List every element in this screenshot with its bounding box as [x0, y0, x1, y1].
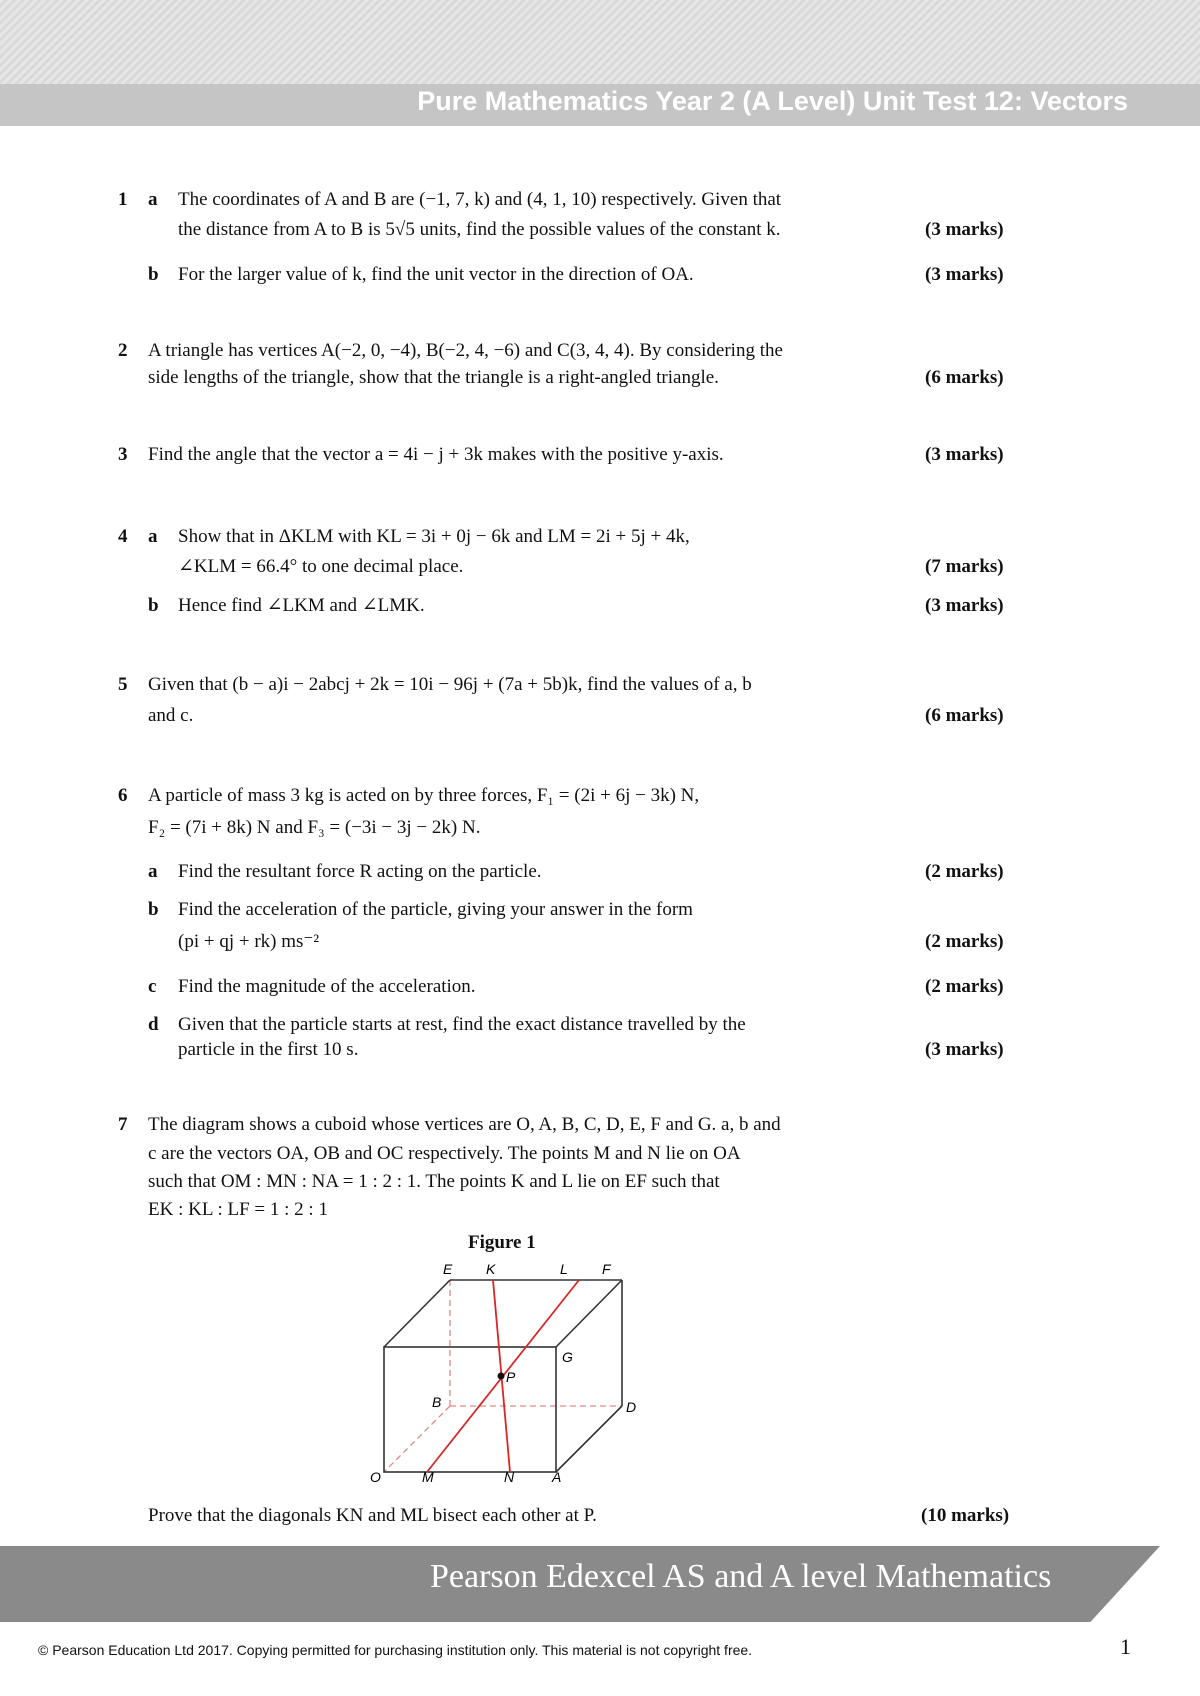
question-6c-text: Find the magnitude of the acceleration. — [178, 976, 476, 997]
label-p: P — [506, 1369, 516, 1385]
question-6c-marks: (2 marks) — [925, 976, 1004, 997]
question-5-line1: Given that (b − a)i − 2abcj + 2k = 10i − 96j + (7a + 5b)k, find the values of a, b — [148, 674, 752, 695]
question-6d-line2: particle in the first 10 s. — [178, 1039, 359, 1060]
question-6d-line1: Given that the particle starts at rest, find the exact distance travelled by the — [178, 1014, 746, 1035]
question-1a-label: a — [148, 189, 158, 210]
question-1-number: 1 — [118, 189, 128, 210]
question-6-line1: A particle of mass 3 kg is acted on by three forces, F₁ = (2i + 6j − 3k) N, — [148, 785, 700, 806]
label-n: N — [504, 1469, 515, 1482]
cuboid-diagram — [370, 1262, 660, 1482]
footer-title: Pearson Edexcel AS and A level Mathematics — [430, 1558, 1052, 1595]
page-title: Pure Mathematics Year 2 (A Level) Unit Test 12: Vectors — [417, 86, 1128, 116]
question-4b-text: Hence find ∠LKM and ∠LMK. — [178, 595, 425, 616]
question-3-marks: (3 marks) — [925, 444, 1004, 465]
label-k: K — [486, 1262, 496, 1277]
question-4b-marks: (3 marks) — [925, 595, 1004, 616]
question-2-line1: A triangle has vertices A(−2, 0, −4), B(−2, 4, −6) and C(3, 4, 4). By considering the — [148, 340, 783, 361]
question-7-line3: such that OM : MN : NA = 1 : 2 : 1. The points K and L lie on EF such that — [148, 1171, 720, 1192]
question-7-marks: (10 marks) — [921, 1505, 1010, 1526]
question-7-line4: EK : KL : LF = 1 : 2 : 1 — [148, 1199, 328, 1220]
question-5-line2: and c. — [148, 705, 194, 726]
question-7-prove-text: Prove that the diagonals KN and ML bisect each other at P. — [148, 1505, 597, 1526]
question-3-number: 3 — [118, 444, 128, 465]
question-2-marks: (6 marks) — [925, 367, 1004, 388]
label-l: L — [560, 1262, 568, 1277]
question-6d-label: d — [148, 1014, 159, 1035]
label-f: F — [602, 1262, 611, 1277]
question-6a-marks: (2 marks) — [925, 861, 1004, 882]
question-1b-label: b — [148, 264, 159, 285]
question-5-number: 5 — [118, 674, 128, 695]
question-6c-label: c — [148, 976, 157, 997]
question-7-number: 7 — [118, 1114, 128, 1135]
question-4-number: 4 — [118, 526, 128, 547]
question-1b-marks: (3 marks) — [925, 264, 1004, 285]
figure-title: Figure 1 — [468, 1232, 536, 1253]
question-6a-label: a — [148, 861, 158, 882]
question-2-number: 2 — [118, 340, 128, 361]
label-d: D — [626, 1399, 637, 1415]
label-a: A — [552, 1469, 562, 1482]
label-b: B — [432, 1394, 442, 1410]
question-4a-line2: ∠KLM = 66.4° to one decimal place. — [178, 556, 464, 577]
question-4b-label: b — [148, 595, 159, 616]
page-number: 1 — [1120, 1634, 1131, 1659]
question-6d-marks: (3 marks) — [925, 1039, 1004, 1060]
point-p — [498, 1373, 505, 1380]
label-g: G — [562, 1349, 573, 1365]
question-4a-line1: Show that in ΔKLM with KL = 3i + 0j − 6k and LM = 2i + 5j + 4k, — [178, 526, 690, 547]
label-o: O — [370, 1469, 381, 1482]
front-face — [384, 1347, 556, 1472]
question-6b-label: b — [148, 899, 159, 920]
question-3-text: Find the angle that the vector a = 4i − j + 3k makes with the positive y-axis. — [148, 444, 724, 465]
question-6-line2: F₂ = (7i + 8k) N and F₃ = (−3i − 3j − 2k) N. — [148, 817, 481, 838]
question-6b-line1: Find the acceleration of the particle, giving your answer in the form — [178, 899, 693, 920]
question-1b-text: For the larger value of k, find the unit vector in the direction of OA. — [178, 264, 694, 285]
question-5-marks: (6 marks) — [925, 705, 1004, 726]
question-6-number: 6 — [118, 785, 128, 806]
question-1a-marks: (3 marks) — [925, 219, 1004, 240]
question-4a-label: a — [148, 526, 158, 547]
question-7-line1: The diagram shows a cuboid whose vertices are O, A, B, C, D, E, F and G. a, b and — [148, 1114, 781, 1135]
question-7-line2: c are the vectors OA, OB and OC respectively. The points M and N lie on OA — [148, 1143, 741, 1164]
label-e: E — [443, 1262, 453, 1277]
copyright-notice: © Pearson Education Ltd 2017. Copying permitted for purchasing institution only. This material is not copyright free. — [38, 1642, 753, 1658]
question-2-line2: side lengths of the triangle, show that the triangle is a right-angled triangle. — [148, 367, 719, 388]
question-1a-line2: the distance from A to B is 5√5 units, find the possible values of the constant k. — [178, 219, 781, 240]
question-6a-text: Find the resultant force R acting on the particle. — [178, 861, 542, 882]
question-6b-line2: (pi + qj + rk) ms⁻² — [178, 931, 320, 952]
question-6b-marks: (2 marks) — [925, 931, 1004, 952]
question-4a-marks: (7 marks) — [925, 556, 1004, 577]
question-1a-line1: The coordinates of A and B are (−1, 7, k) and (4, 1, 10) respectively. Given that — [178, 189, 782, 210]
label-m: M — [422, 1469, 434, 1482]
